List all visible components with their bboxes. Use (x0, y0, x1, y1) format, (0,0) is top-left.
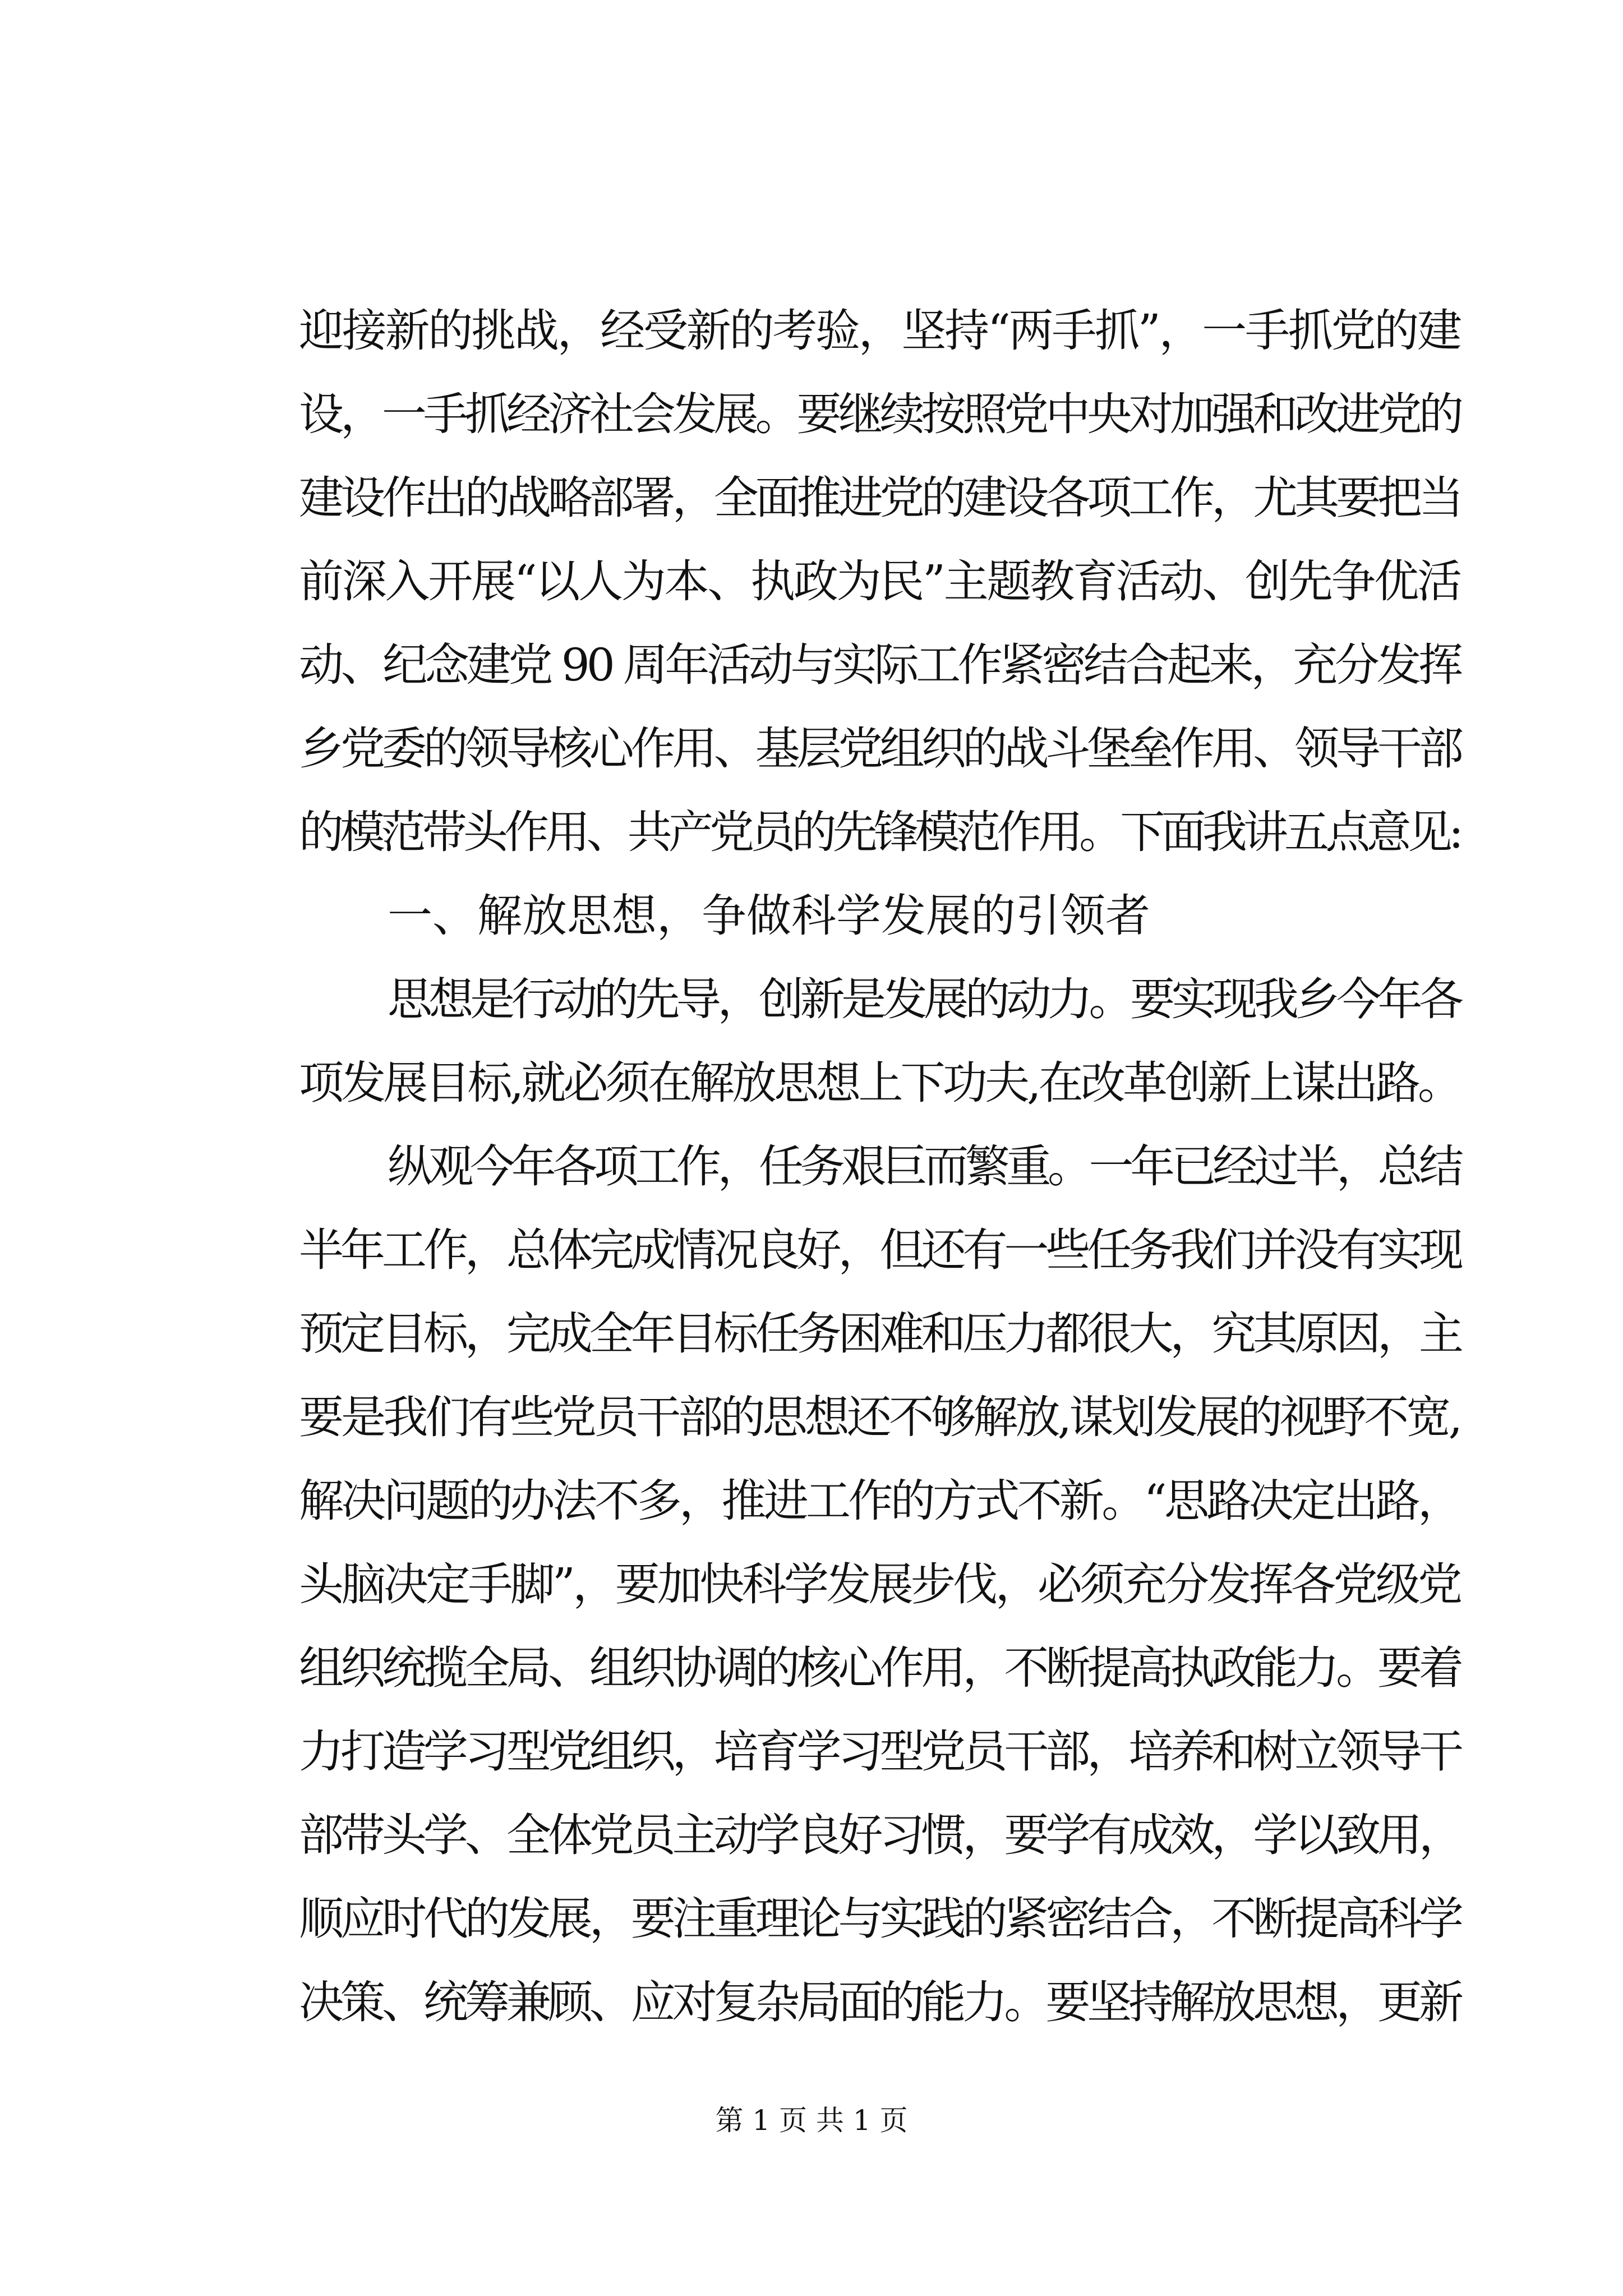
text-line: 组织统揽全局、组织协调的核心作用，不断提高执政能力。要着 (299, 1642, 1460, 1694)
text-line: 纵观今年各项工作，任务艰巨而繁重。一年已经过半，总结 (388, 1140, 1460, 1193)
text-line: 迎接新的挑战，经受新的考验，坚持“两手抓”，一手抓党的建 (299, 305, 1460, 357)
text-line: 决策、统筹兼顾、应对复杂局面的能力。要坚持解放思想，更新 (299, 1976, 1460, 2028)
text-line: 动、纪念建党 90 周年活动与实际工作紧密结合起来，充分发挥 (299, 639, 1460, 691)
text-line: 半年工作，总体完成情况良好，但还有一些任务我们并没有实现 (299, 1224, 1460, 1276)
text-line: 的模范带头作用、共产党员的先锋模范作用。下面我讲五点意见: (299, 806, 1460, 858)
text-line: 部带头学、全体党员主动学良好习惯，要学有成效，学以致用， (299, 1809, 1460, 1861)
text-line: 要是我们有些党员干部的思想还不够解放,谋划发展的视野不宽, (299, 1391, 1460, 1443)
text-line: 顺应时代的发展，要注重理论与实践的紧密结合，不断提高科学 (299, 1893, 1460, 1945)
body-text (299, 289, 1460, 2044)
text-line: 力打造学习型党组织，培育学习型党员干部，培养和树立领导干 (299, 1726, 1460, 1778)
section-heading: 一、解放思想，争做科学发展的引领者 (388, 890, 1150, 942)
text-line: 思想是行动的先导，创新是发展的动力。要实现我乡今年各 (388, 973, 1460, 1025)
text-line: 设，一手抓经济社会发展。要继续按照党中央对加强和改进党的 (299, 388, 1460, 440)
text-line: 建设作出的战略部署，全面推进党的建设各项工作，尤其要把当 (299, 472, 1460, 524)
text-line: 前深入开展“以人为本、执政为民”主题教育活动、创先争优活 (299, 555, 1460, 608)
text-line: 解决问题的办法不多，推进工作的方式不新。“思路决定出路， (299, 1475, 1460, 1527)
page-footer: 第 1 页 共 1 页 (715, 2104, 908, 2137)
text-line: 乡党委的领导核心作用、基层党组织的战斗堡垒作用、领导干部 (299, 723, 1460, 775)
text-line: 项发展目标,就必须在解放思想上下功夫,在改革创新上谋出路。 (299, 1057, 1460, 1109)
text-line: 预定目标，完成全年目标任务困难和压力都很大，究其原因，主 (299, 1308, 1460, 1360)
text-line: 头脑决定手脚”，要加快科学发展步伐，必须充分发挥各党级党 (299, 1558, 1460, 1611)
